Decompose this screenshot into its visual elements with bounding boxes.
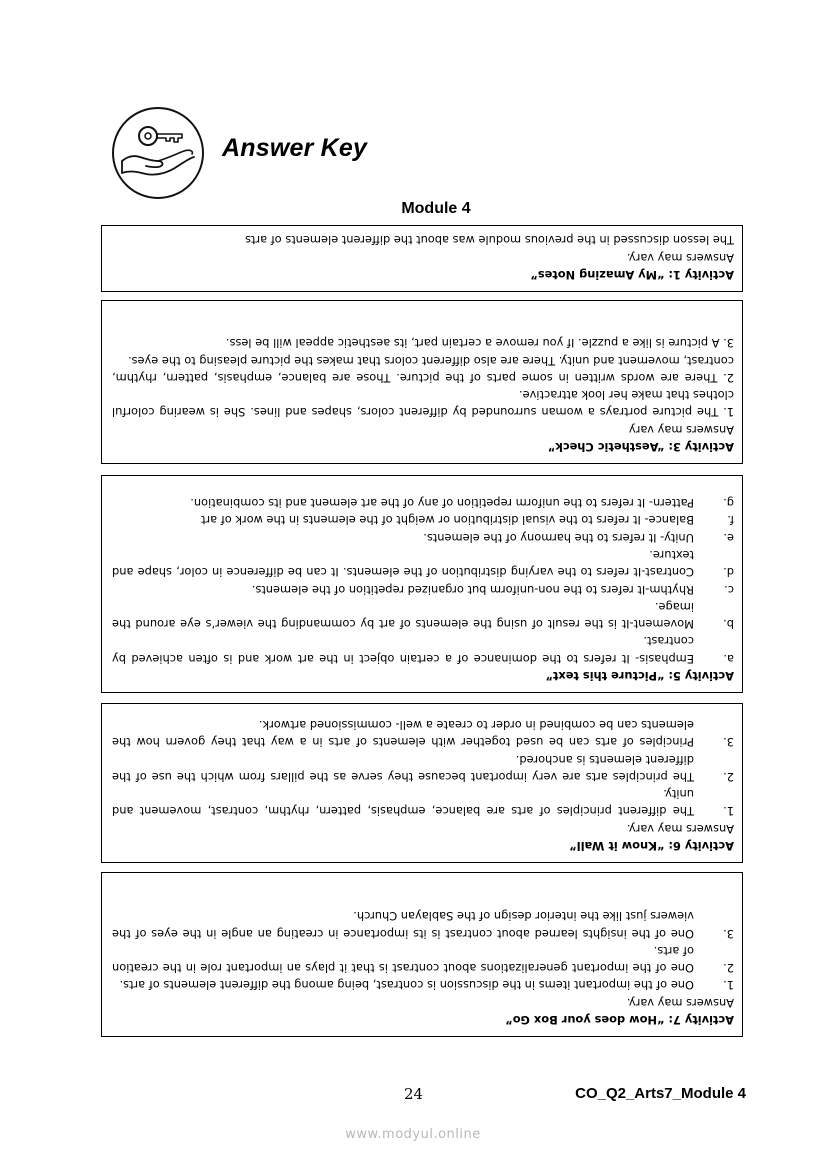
activity-1-heading: Activity 1: “My Amazing Notes” xyxy=(530,268,734,282)
list-item: f. Balance- It refers to the visual distribution or weight of the elements in the work of art xyxy=(200,513,734,528)
activity-7-box xyxy=(101,872,743,1037)
answer-key-logo xyxy=(112,107,204,199)
activity-1-box xyxy=(101,225,743,292)
activity-3-line: 2. There are words written in some parts of the picture. Those are balance, emphasis, pattern, rhythm, contrast, movement and unity. There are also different colors that makes the picture pleasing to the eyes. xyxy=(112,353,734,385)
activity-5-heading: Activity 5: “Picture this text” xyxy=(545,669,734,683)
module-code: CO_Q2_Arts7_Module 4 xyxy=(575,1085,746,1102)
list-item: c. Rhythm-It refers to the non-uniform but organized repetition of the elements. xyxy=(251,582,734,597)
list-item: e. Unity- It refers to the harmony of the elements. xyxy=(423,530,734,545)
list-item: g. Pattern- It refers to the uniform repetition of any of the art element and its combination. xyxy=(190,496,734,511)
list-item: 2. The principles arts are very important because they serve as the pillars from which the use of the different elements is anchored. xyxy=(112,752,734,784)
activity-3-box xyxy=(101,300,743,464)
page-number: 24 xyxy=(404,1085,424,1103)
activity-3-line: Answers may vary xyxy=(628,422,734,437)
module-title: Module 4 xyxy=(401,200,471,217)
list-item: d. Contrast-It refers to the varying distribution of the elements. It can be difference in color, shape and texture. xyxy=(112,547,734,580)
activity-3-heading: Activity 3: “Aesthetic Check” xyxy=(547,440,734,454)
activity-3-line: 3. A picture is like a puzzle. If you remove a certain part, its aesthetic appeal will be less. xyxy=(225,336,734,351)
list-item: 1. The different principles of arts are balance, emphasis, pattern, rhythm, contrast, movement and unity. xyxy=(112,787,734,819)
activity-1-line: The lesson discussed in the previous module was about the different elements of arts xyxy=(245,233,734,248)
activity-6-heading: Activity 6: “Know it Wall” xyxy=(569,839,734,853)
activity-5-box xyxy=(101,475,743,693)
list-item: b. Movement-It is the result of using the elements of art by commanding the viewer’s eye around the image. xyxy=(112,599,734,632)
activity-7-heading: Activity 7: “How does your Box Go” xyxy=(505,1013,734,1027)
activity-7-intro: Answers may vary. xyxy=(626,995,734,1010)
key-in-hand-icon xyxy=(114,109,202,197)
list-item: 2. One of the important generalizations about contrast is that it plays an important role in the creation of arts. xyxy=(112,943,734,976)
list-item: 3. One of the insights learned about contrast is its importance in creating an angle in the eyes of the viewers just like the interior design of the Sablayan Church. xyxy=(112,909,734,941)
activity-3-line: 1. The picture portrays a woman surrounded by different colors, shapes and lines. She is wearing colorful clothes that make her look attractive. xyxy=(112,388,734,420)
list-item: 1. One of the important items in the discussion is contrast, being among the different elements of arts. xyxy=(119,978,734,993)
list-item: 3. Principles of arts can be used together with elements of arts in a way that they govern how the elements can be combined in order to create a well- commissioned artwork. xyxy=(112,717,734,750)
page-title: Answer Key xyxy=(222,134,368,162)
activity-6-intro: Answers may vary. xyxy=(626,821,734,836)
activity-1-line: Answers may vary. xyxy=(626,250,734,265)
watermark: www.modyul.online xyxy=(345,1127,481,1142)
activity-6-box xyxy=(101,703,743,863)
list-item: a. Emphasis- It refers to the dominance of a certain object in the art work and is often achieved by contrast. xyxy=(112,634,734,666)
